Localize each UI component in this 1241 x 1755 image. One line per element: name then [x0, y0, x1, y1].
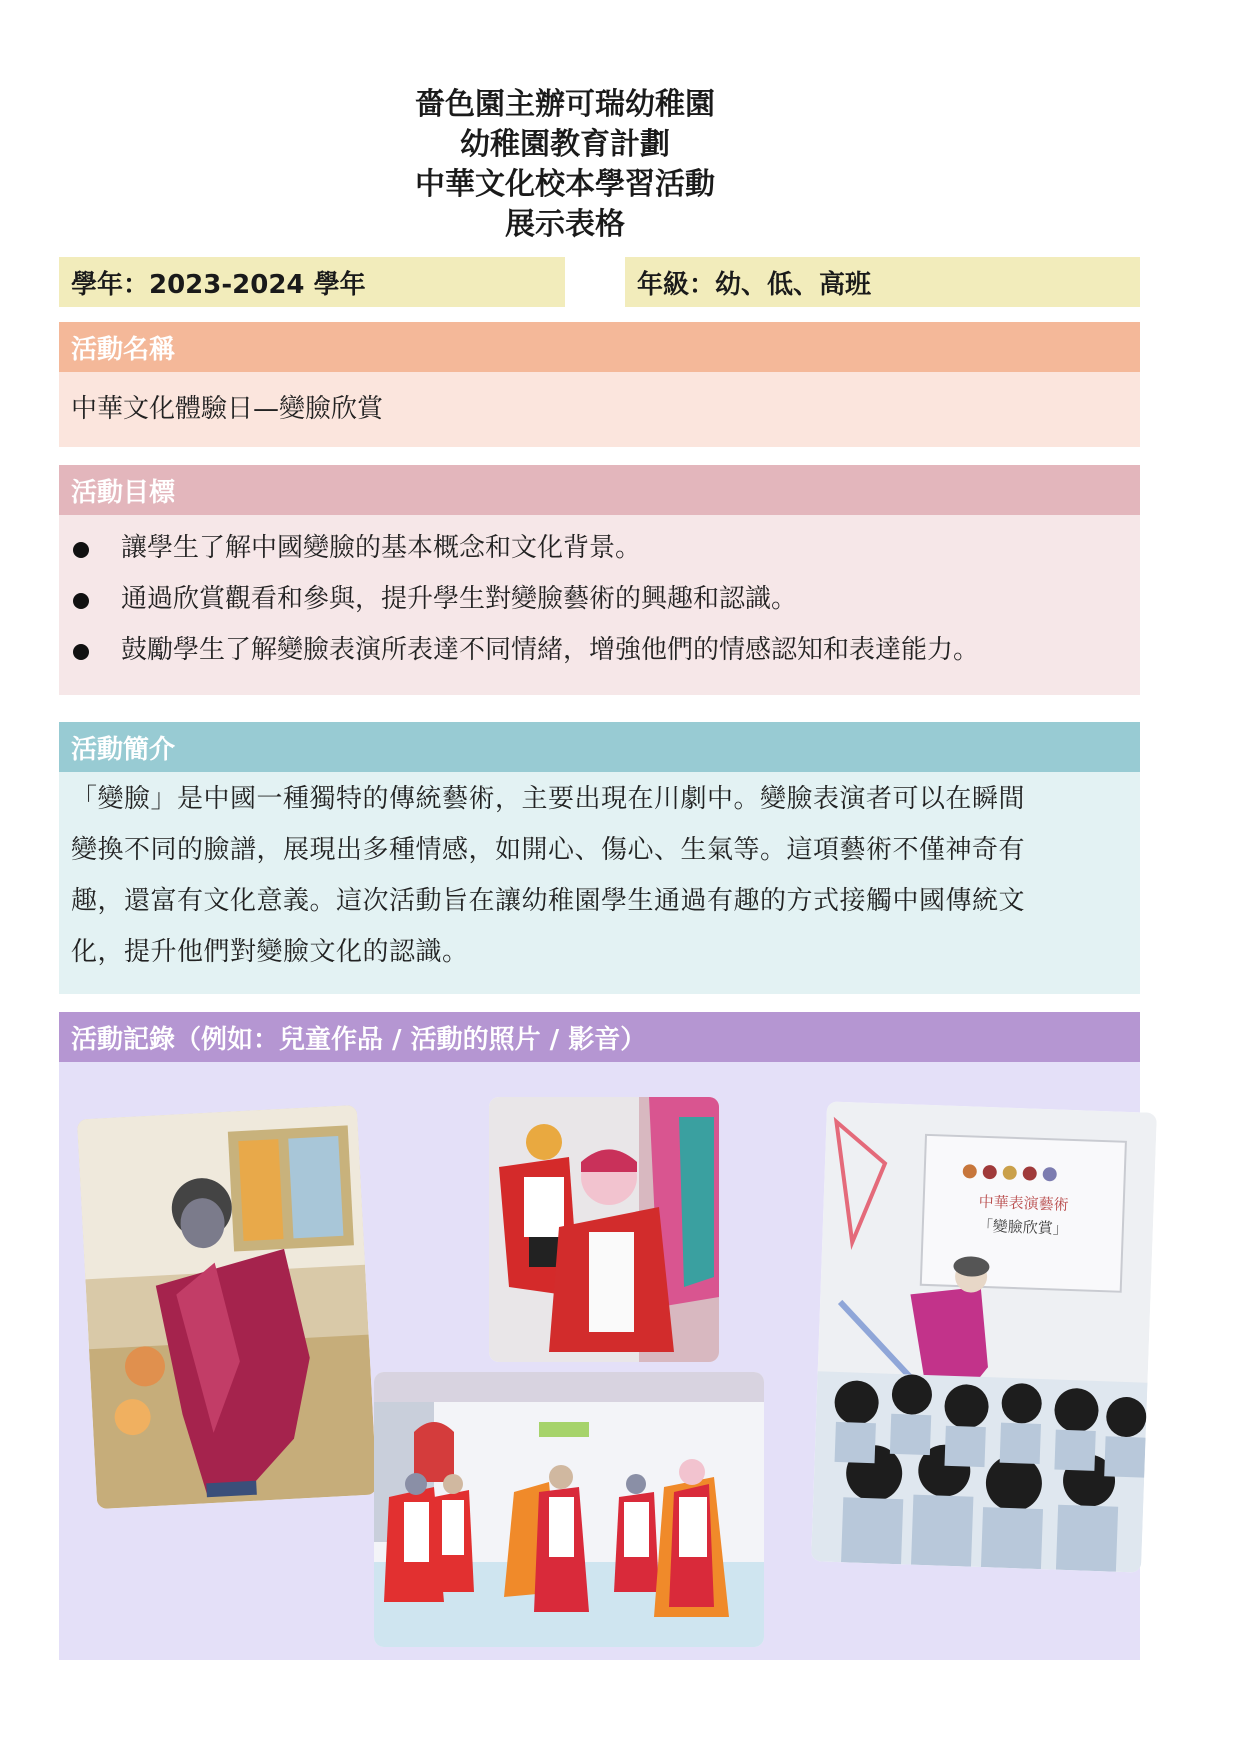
activity-name-value: 中華文化體驗日—變臉欣賞: [71, 394, 384, 424]
screen-title-line1: 中華表演藝術: [978, 1192, 1069, 1214]
program-name: 幼稚園教育計劃: [460, 127, 670, 162]
photo-performance-audience: [811, 1101, 1157, 1572]
activity-name-heading: 活動名稱: [59, 322, 1140, 372]
photo-children-masks: [489, 1097, 719, 1362]
objectives-box: [59, 515, 1140, 695]
list-item: 讓學生了解中國變臉的基本概念和文化背景。: [59, 523, 1140, 574]
form-name: 展示表格: [505, 207, 625, 242]
activity-type: 中華文化校本學習活動: [415, 167, 715, 202]
objectives-list: [59, 515, 1140, 676]
screen-title-line2: 「變臉欣賞」: [977, 1216, 1069, 1238]
bullet-icon: [73, 644, 89, 660]
intro-paragraph: 「變臉」是中國一種獨特的傳統藝術，主要出現在川劇中。變臉表演者可以在瞬間 變換不同的臉譜，展現出多種情感，如開心、傷心、生氣等。這項藝術不僅神奇有 趣，還富有文化意義。這次活動旨在讓幼稚園學生通過有趣的方式接觸中國傳統文 化，提升他們對變臉文化的認識。: [71, 784, 1026, 967]
intro-box: [59, 772, 1140, 994]
intro-heading: 活動簡介: [59, 722, 1140, 772]
list-item: 鼓勵學生了解變臉表演所表達不同情緒，增強他們的情感認知和表達能力。: [59, 625, 1140, 676]
grade-field: 年級：幼、低、高班: [625, 257, 1140, 307]
bullet-icon: [73, 542, 89, 558]
objectives-heading: 活動目標: [59, 465, 1140, 515]
photo-group-performance: [374, 1372, 764, 1647]
activity-name-box: [59, 372, 1140, 447]
document-title: [0, 85, 1130, 245]
school-name: 嗇色園主辦可瑞幼稚園: [415, 87, 715, 122]
record-heading: 活動記錄（例如：兒童作品 / 活動的照片 / 影音）: [59, 1012, 1140, 1062]
bullet-icon: [73, 593, 89, 609]
list-item: 通過欣賞觀看和參與，提升學生對變臉藝術的興趣和認識。: [59, 574, 1140, 625]
school-year-field: 學年：2023-2024 學年: [59, 257, 565, 307]
photo-performer-cloth: [77, 1105, 377, 1509]
record-box: [59, 1062, 1140, 1660]
